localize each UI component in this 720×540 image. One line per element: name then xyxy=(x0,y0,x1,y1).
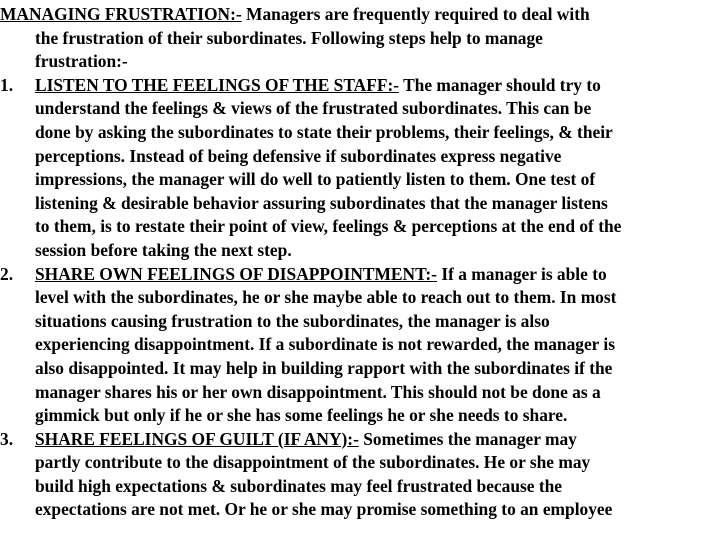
section-heading: MANAGING FRUSTRATION:- xyxy=(0,4,242,24)
text-line: session before taking the next step. xyxy=(35,239,292,260)
text-line: to them, is to restate their point of view, feelings & perceptions at the end of the xyxy=(35,216,622,237)
list-number: 1. xyxy=(0,74,14,95)
text-line: done by asking the subordinates to state their problems, their feelings, & their xyxy=(35,121,613,142)
list-number: 2. xyxy=(0,263,14,284)
text-line: partly contribute to the disappointment of the subordinates. He or she may xyxy=(35,452,591,473)
text: Managers are frequently required to deal with xyxy=(241,4,590,24)
list-item-heading: SHARE FEELINGS OF GUILT (IF ANY):- xyxy=(35,428,359,449)
text-line: perceptions. Instead of being defensive if subordinates express negative xyxy=(35,145,562,166)
list-item-heading: LISTEN TO THE FEELINGS OF THE STAFF:- xyxy=(35,74,400,95)
text-line: listening & desirable behavior assuring subordinates that the manager listens xyxy=(35,192,608,213)
text-line: frustration:- xyxy=(35,51,128,72)
text-line: also disappointed. It may help in building rapport with the subordinates if the xyxy=(35,357,613,378)
intro-heading-line xyxy=(0,3,621,27)
text: Sometimes the manager may xyxy=(358,428,577,449)
document xyxy=(0,3,621,522)
text-line: understand the feelings & views of the frustrated subordinates. This can be xyxy=(35,98,592,119)
text-line: level with the subordinates, he or she maybe able to reach out to them. In most xyxy=(35,287,617,308)
list-item-heading: SHARE OWN FEELINGS OF DISAPPOINTMENT:- xyxy=(35,263,437,284)
text-line: impressions, the manager will do well to patiently listen to them. One test of xyxy=(35,169,596,190)
text-line: build high expectations & subordinates may feel frustrated because the xyxy=(35,475,563,496)
text: The manager should try to xyxy=(399,74,601,95)
text-line: situations causing frustration to the subordinates, the manager is also xyxy=(35,310,550,331)
list-item-heading-line xyxy=(0,263,621,287)
text-line: gimmick but only if he or she has some feelings he or she needs to share. xyxy=(35,405,568,426)
text: If a manager is able to xyxy=(436,263,607,284)
list-item-heading-line xyxy=(0,74,621,98)
list-item-heading-line xyxy=(0,428,621,452)
text-line: expectations are not met. Or he or she may promise something to an employee xyxy=(35,499,613,520)
text-line: experiencing disappointment. If a subordinate is not rewarded, the manager is xyxy=(35,334,616,355)
text-line: the frustration of their subordinates. Following steps help to manage xyxy=(35,27,543,48)
list-number: 3. xyxy=(0,428,14,449)
text-line: manager shares his or her own disappointment. This should not be done as a xyxy=(35,381,601,402)
